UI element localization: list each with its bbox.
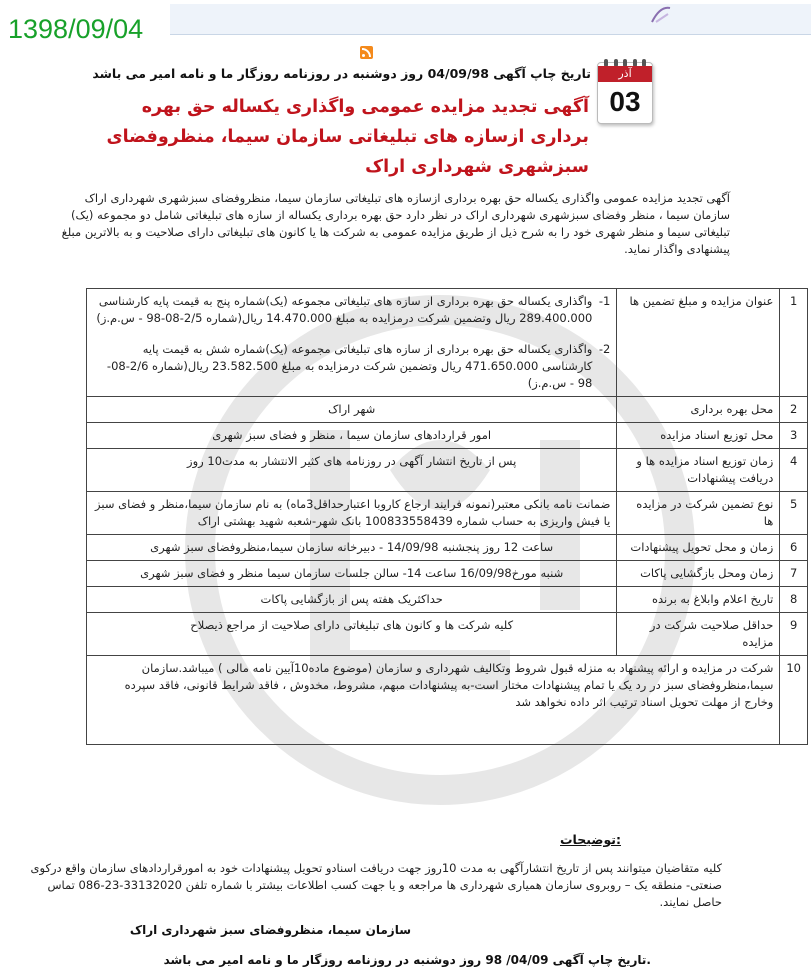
row-label: نوع تضمین شرکت در مزایده ها (617, 492, 780, 535)
notes-text (22, 860, 722, 911)
header-bar (170, 4, 811, 35)
table-row (87, 613, 808, 656)
row-number: 2 (780, 397, 808, 423)
table-row (87, 656, 808, 745)
row-label: عنوان مزایده و مبلغ تضمین ها (617, 289, 780, 397)
table-row (87, 423, 808, 449)
intro-body: سازمان سیما ، منظر وفضای سبزشهری شهرداری اراک در نظر دارد حق بهره برداری یکساله از سازه های تبلیغاتی شامل دو مجموعه (یک) تبلیغاتی سیما و منظر شهری خود را به شرح ذیل از طریق مزایده عمومی به شرکت ها یا کانون های تبلیغاتی دارای صلاحیت و به بالاترین مبلغ پیشنهادی واگذار نماید. (61, 208, 730, 256)
row-value: شهر اراک (87, 397, 617, 423)
decorative-corner-icon (650, 4, 672, 24)
row-label: زمان و محل تحویل پیشنهادات (617, 535, 780, 561)
calendar-day: 03 (609, 86, 641, 117)
table-row (87, 449, 808, 492)
table-row (87, 587, 808, 613)
row-label: حداقل صلاحیت شرکت در مزایده (617, 613, 780, 656)
row-value (87, 289, 617, 397)
row-value: ضمانت نامه بانکی معتبر(نمونه فرایند ارجاع کاروبا اعتبارحداقل3ماه) به نام سازمان سیما،منظر و فضای سبز یا فیش واریزی به حساب شماره 100833558439 بانک شهر-شعبه شهید بهشتی اراک (87, 492, 617, 535)
row-number: 4 (780, 449, 808, 492)
row-number: 1 (780, 289, 808, 397)
row-label: تاریخ اعلام وابلاغ به برنده (617, 587, 780, 613)
table-row (87, 492, 808, 535)
intro-text (40, 190, 730, 258)
row-value: کلیه شرکت ها و کانون های تبلیغاتی دارای صلاحیت از مراجع ذیصلاح (87, 613, 617, 656)
table-row (87, 289, 808, 397)
intro-title: آگهی تجدید مزایده عمومی واگذاری یکساله حق بهره برداری ازسازه های تبلیغاتی سازمان سیما، منظروفضای سبزشهری شهرداری اراک (84, 191, 730, 205)
lot-description: واگذاری یکساله حق بهره برداری از سازه های تبلیغاتی مجموعه (یک)شماره شش به قیمت پایه کارشناسی 471.650.000 ریال وتضمین شرکت درمزایده به مبلغ 23.582.500 ریال(شماره 2/6-08-98 - س.م.ز) (106, 342, 593, 390)
row-number: 10 (780, 656, 808, 745)
lot-number: 2- (598, 342, 611, 356)
calendar-icon (597, 62, 653, 124)
row-label: محل بهره برداری (617, 397, 780, 423)
row-value: امور قراردادهای سازمان سیما ، منظر و فضای سبز شهری (87, 423, 617, 449)
row-number: 7 (780, 561, 808, 587)
lot-description: واگذاری یکساله حق بهره برداری از سازه های تبلیغاتی مجموعه (یک)شماره پنج به قیمت پایه کارشناسی 289.400.000 ریال وتضمین شرکت درمزایده به مبلغ 14.470.000 ریال(شماره 2/5-08-98 - س.م.ز) (96, 294, 593, 325)
page-title: آگهی تجدید مزایده عمومی واگذاری یکساله حق بهره برداری ازسازه های تبلیغاتی سازمان سیما، منظروفضای سبزشهری شهرداری اراک (106, 97, 589, 177)
row-number: 9 (780, 613, 808, 656)
row-label: زمان ومحل بازگشایی پاکات (617, 561, 780, 587)
row-number: 6 (780, 535, 808, 561)
lot-item (93, 341, 610, 392)
row-number: 5 (780, 492, 808, 535)
notes-title: :توضیحات (560, 832, 621, 847)
print-date-line: تاریخ چاپ آگهی 04/09/98 روز دوشنبه در روزنامه روزگار ما و نامه امیر می باشد (92, 66, 591, 81)
row-value: شنبه مورخ16/09/98 ساعت 14- سالن جلسات سازمان سیما منظر و فضای سبز شهری (87, 561, 617, 587)
row-value: شرکت در مزایده و ارائه پیشنهاد به منزله قبول شروط وتکالیف شهرداری و سازمان (موضوع ماده10آیین نامه مالی ) میباشد.سازمان سیما،منظروفضای سبز در رد یک یا تمام پیشنهادات مختار است-به پیشنهادات مبهم، مشروط، مخدوش ، فاقد شرایط قانونی، فاقد سپرده وخارج از مهلت تحویل اسناد ترتیب اثر داده نخواهد شد (87, 656, 780, 745)
lot-number: 1- (598, 294, 611, 308)
tender-details-table (86, 288, 808, 745)
signature: سازمان سیما، منظروفضای سبز شهرداری اراک (129, 923, 411, 937)
row-value: حداکثریک هفته پس از بازگشایی پاکات (87, 587, 617, 613)
stamp-date: 1398/09/04 (8, 14, 144, 44)
row-value: پس از تاریخ انتشار آگهی در روزنامه های کثیر الانتشار به مدت10 روز (87, 449, 617, 492)
calendar-month: آذر (598, 66, 652, 82)
lot-item (93, 293, 610, 327)
row-label: محل توزیع اسناد مزایده (617, 423, 780, 449)
row-number: 3 (780, 423, 808, 449)
row-label: زمان توزیع اسناد مزایده ها و دریافت پیشنهادات (617, 449, 780, 492)
table-row (87, 397, 808, 423)
row-value: ساعت 12 روز پنجشنبه 14/09/98 - دبیرخانه سازمان سیما،منظروفضای سبز شهری (87, 535, 617, 561)
table-row (87, 561, 808, 587)
footer-print-line: .تاریخ چاپ آگهی 04/09/ 98 روز دوشنبه در روزنامه روزگار ما و نامه امیر می باشد (163, 953, 651, 967)
notes-body: کلیه متقاضیان میتوانند پس از تاریخ انتشارآگهی به مدت 10روز جهت دریافت اسنادو تحویل پیشنهادات خود به امورقراردادهای سازمان واقع درکوی صنعتی- منطقه یک – روبروی سازمان همیاری شهرداری ها مراجعه و یا جهت کسب اطلاعات بیشتر با شماره تلفن 33132020-23-086 تماس حاصل نمایند. (30, 861, 722, 909)
table-row (87, 535, 808, 561)
row-number: 8 (780, 587, 808, 613)
rss-icon[interactable] (360, 46, 373, 59)
